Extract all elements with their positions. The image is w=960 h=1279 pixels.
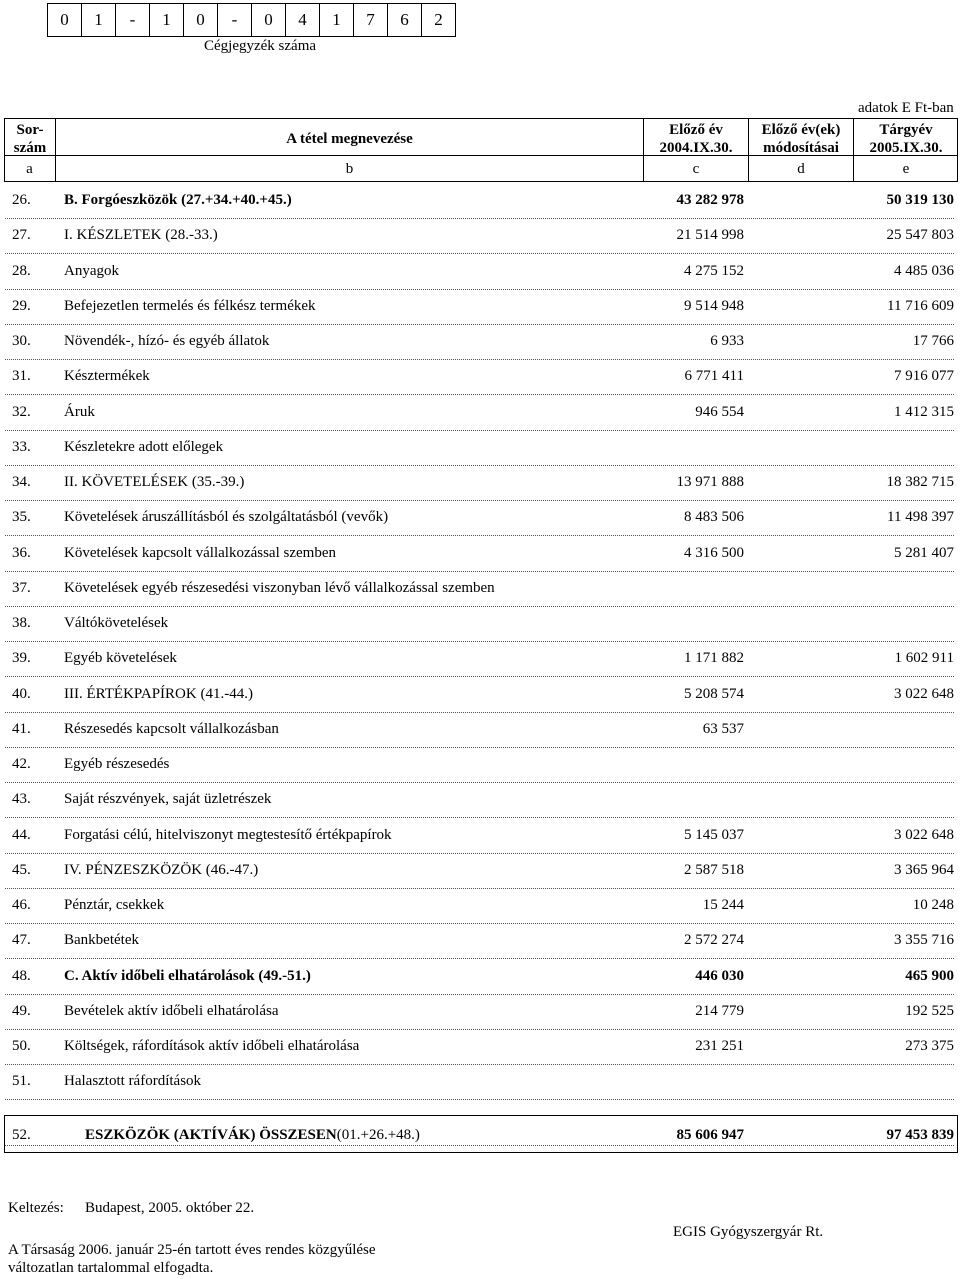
row-number: 26. [12, 192, 31, 208]
registry-digit: 1 [320, 4, 354, 37]
row-name: Forgatási célú, hitelviszonyt megtestesítő értékpapírok [64, 827, 392, 843]
row-current-year: 10 248 [912, 897, 954, 913]
row-prev-year: 231 251 [695, 1038, 744, 1054]
table-row [0, 1003, 960, 1037]
row-name: Bevételek aktív időbeli elhatárolása [64, 1003, 279, 1019]
row-number: 47. [12, 932, 31, 948]
table-row [0, 686, 960, 720]
row-name: Költségek, ráfordítások aktív időbeli elhatárolása [64, 1038, 360, 1054]
row-number: 51. [12, 1073, 31, 1089]
row-name: Bankbetétek [64, 932, 139, 948]
table-row [0, 791, 960, 825]
row-name: Követelések áruszállításból és szolgáltatásból (vevők) [64, 509, 389, 525]
row-prev-year: 6 933 [710, 333, 744, 349]
registry-digit: 0 [252, 4, 286, 37]
row-name: IV. PÉNZESZKÖZÖK (46.-47.) [64, 862, 259, 878]
row-number: 36. [12, 545, 31, 561]
row-name: Követelések kapcsolt vállalkozással szemben [64, 545, 336, 561]
row-name: Saját részvények, saját üzletrészek [64, 791, 272, 807]
row-number: 42. [12, 756, 31, 772]
row-number: 46. [12, 897, 31, 913]
total-num: 52. [12, 1127, 31, 1143]
table-row [0, 1073, 960, 1107]
registry-digit: 1 [82, 4, 116, 37]
row-current-year: 11 716 609 [887, 298, 954, 314]
table-row [0, 439, 960, 473]
units-label: adatok E Ft-ban [858, 100, 954, 116]
row-number: 28. [12, 263, 31, 279]
table-row [0, 263, 960, 297]
row-number: 41. [12, 721, 31, 737]
total-cur: 97 453 839 [886, 1127, 954, 1143]
total-prev: 85 606 947 [676, 1127, 744, 1143]
row-name: I. KÉSZLETEK (28.-33.) [64, 227, 218, 243]
row-current-year: 3 365 964 [894, 862, 954, 878]
row-name: III. ÉRTÉKPAPÍROK (41.-44.) [64, 686, 253, 702]
row-prev-year: 63 537 [702, 721, 744, 737]
row-current-year: 17 766 [912, 333, 954, 349]
row-prev-year: 946 554 [695, 404, 744, 420]
letter-c: c [692, 161, 700, 177]
row-name: Anyagok [64, 263, 119, 279]
row-current-year: 5 281 407 [894, 545, 954, 561]
row-name: Befejezetlen termelés és félkész termékek [64, 298, 316, 314]
header-col-a-line2: szám [13, 140, 47, 156]
registry-digit: 2 [422, 4, 456, 37]
row-name: Váltókövetelések [64, 615, 169, 631]
row-current-year: 273 375 [905, 1038, 954, 1054]
row-name: Készletekre adott előlegek [64, 439, 224, 455]
table-row [0, 474, 960, 508]
row-current-year: 3 022 648 [894, 686, 954, 702]
header-col-e [854, 121, 958, 157]
date-value: Budapest, 2005. október 22. [85, 1200, 255, 1216]
table-row [0, 580, 960, 614]
row-prev-year: 5 208 574 [684, 686, 744, 702]
row-prev-year: 2 572 274 [684, 932, 744, 948]
table-row [0, 545, 960, 579]
table-row [0, 932, 960, 966]
table-row [0, 650, 960, 684]
row-current-year: 7 916 077 [894, 368, 954, 384]
row-prev-year: 15 244 [702, 897, 744, 913]
header-col-a-line1: Sor- [16, 122, 44, 138]
row-current-year: 1 412 315 [894, 404, 954, 420]
row-name: Egyéb követelések [64, 650, 177, 666]
row-current-year: 50 319 130 [886, 192, 954, 208]
header-col-d-line2: módosításai [763, 140, 839, 156]
table-row [0, 192, 960, 226]
registry-digit: 0 [48, 4, 82, 37]
registry-digit: 7 [354, 4, 388, 37]
registry-digit: - [116, 4, 150, 37]
approval-note-line1: A Társaság 2006. január 25-én tartott éves rendes közgyűlése [8, 1242, 376, 1258]
row-current-year: 4 485 036 [894, 263, 954, 279]
table-row [0, 827, 960, 861]
row-number: 50. [12, 1038, 31, 1054]
header-col-c-line1: Előző év [669, 122, 723, 138]
row-number: 40. [12, 686, 31, 702]
row-name: Egyéb részesedés [64, 756, 170, 772]
table-row [0, 721, 960, 755]
registry-digit: 0 [184, 4, 218, 37]
row-name: C. Aktív időbeli elhatárolások (49.-51.) [64, 968, 311, 984]
row-number: 49. [12, 1003, 31, 1019]
row-number: 43. [12, 791, 31, 807]
row-prev-year: 446 030 [695, 968, 744, 984]
registry-digit: 4 [286, 4, 320, 37]
table-row [0, 968, 960, 1002]
row-prev-year: 6 771 411 [684, 368, 744, 384]
letter-a: a [26, 161, 33, 177]
header-col-e-line1: Tárgyév [879, 122, 933, 138]
table-row [0, 298, 960, 332]
row-prev-year: 9 514 948 [684, 298, 744, 314]
table-row [0, 897, 960, 931]
row-prev-year: 4 316 500 [684, 545, 744, 561]
row-name: Pénztár, csekkek [64, 897, 165, 913]
registry-digit: 6 [388, 4, 422, 37]
table-row [0, 756, 960, 790]
table-row [0, 368, 960, 402]
row-name: Követelések egyéb részesedési viszonyban lévő vállalkozással szemben [64, 580, 495, 596]
table-row [0, 333, 960, 367]
row-number: 37. [12, 580, 31, 596]
letter-d: d [797, 161, 805, 177]
row-current-year: 1 602 911 [894, 650, 954, 666]
header-col-a [6, 121, 54, 157]
header-col-d [749, 121, 853, 157]
row-number: 38. [12, 615, 31, 631]
company-name: EGIS Gyógyszergyár Rt. [673, 1224, 824, 1240]
row-name: B. Forgóeszközök (27.+34.+40.+45.) [64, 192, 292, 208]
row-current-year: 3 355 716 [894, 932, 954, 948]
registry-digit: 1 [150, 4, 184, 37]
row-number: 35. [12, 509, 31, 525]
row-prev-year: 8 483 506 [684, 509, 744, 525]
row-number: 27. [12, 227, 31, 243]
row-current-year: 11 498 397 [887, 509, 954, 525]
row-name: Növendék-, hízó- és egyéb állatok [64, 333, 270, 349]
row-number: 39. [12, 650, 31, 666]
row-current-year: 3 022 648 [894, 827, 954, 843]
row-name: Részesedés kapcsolt vállalkozásban [64, 721, 279, 737]
row-number: 44. [12, 827, 31, 843]
row-number: 48. [12, 968, 31, 984]
row-current-year: 18 382 715 [886, 474, 954, 490]
table-row [0, 1038, 960, 1072]
row-number: 33. [12, 439, 31, 455]
header-col-e-line2: 2005.IX.30. [869, 140, 943, 156]
table-row [0, 862, 960, 896]
row-name: II. KÖVETELÉSEK (35.-39.) [64, 474, 245, 490]
row-number: 32. [12, 404, 31, 420]
header-col-d-line1: Előző év(ek) [761, 122, 841, 138]
row-prev-year: 4 275 152 [684, 263, 744, 279]
row-current-year: 465 900 [905, 968, 954, 984]
table-row [0, 615, 960, 649]
row-prev-year: 13 971 888 [676, 474, 744, 490]
row-name: Áruk [64, 404, 95, 420]
row-prev-year: 1 171 882 [684, 650, 744, 666]
table-row [0, 404, 960, 438]
row-current-year: 25 547 803 [886, 227, 954, 243]
row-prev-year: 2 587 518 [684, 862, 744, 878]
row-number: 29. [12, 298, 31, 314]
table-row [0, 227, 960, 261]
row-number: 34. [12, 474, 31, 490]
table-row [0, 509, 960, 543]
header-col-c [644, 121, 748, 157]
total-name-bold: ESZKÖZÖK (AKTÍVÁK) ÖSSZESEN [85, 1127, 337, 1143]
total-name [85, 1127, 420, 1144]
approval-note-line2: változatlan tartalommal elfogadta. [8, 1260, 214, 1276]
row-name: Késztermékek [64, 368, 150, 384]
row-number: 45. [12, 862, 31, 878]
row-number: 31. [12, 368, 31, 384]
total-name-rest: (01.+26.+48.) [336, 1127, 420, 1143]
row-current-year: 192 525 [905, 1003, 954, 1019]
row-prev-year: 5 145 037 [684, 827, 744, 843]
row-name: Halasztott ráfordítások [64, 1073, 202, 1089]
row-prev-year: 21 514 998 [676, 227, 744, 243]
registry-number [47, 3, 456, 37]
date-label: Keltezés: [8, 1200, 64, 1216]
row-prev-year: 214 779 [695, 1003, 744, 1019]
letter-e: e [902, 161, 910, 177]
row-prev-year: 43 282 978 [676, 192, 744, 208]
letter-b: b [345, 161, 354, 177]
registry-digit: - [218, 4, 252, 37]
header-col-c-line2: 2004.IX.30. [659, 140, 733, 156]
row-number: 30. [12, 333, 31, 349]
registry-label: Cégjegyzék száma [204, 38, 317, 54]
header-col-b: A tétel megnevezése [286, 131, 413, 147]
